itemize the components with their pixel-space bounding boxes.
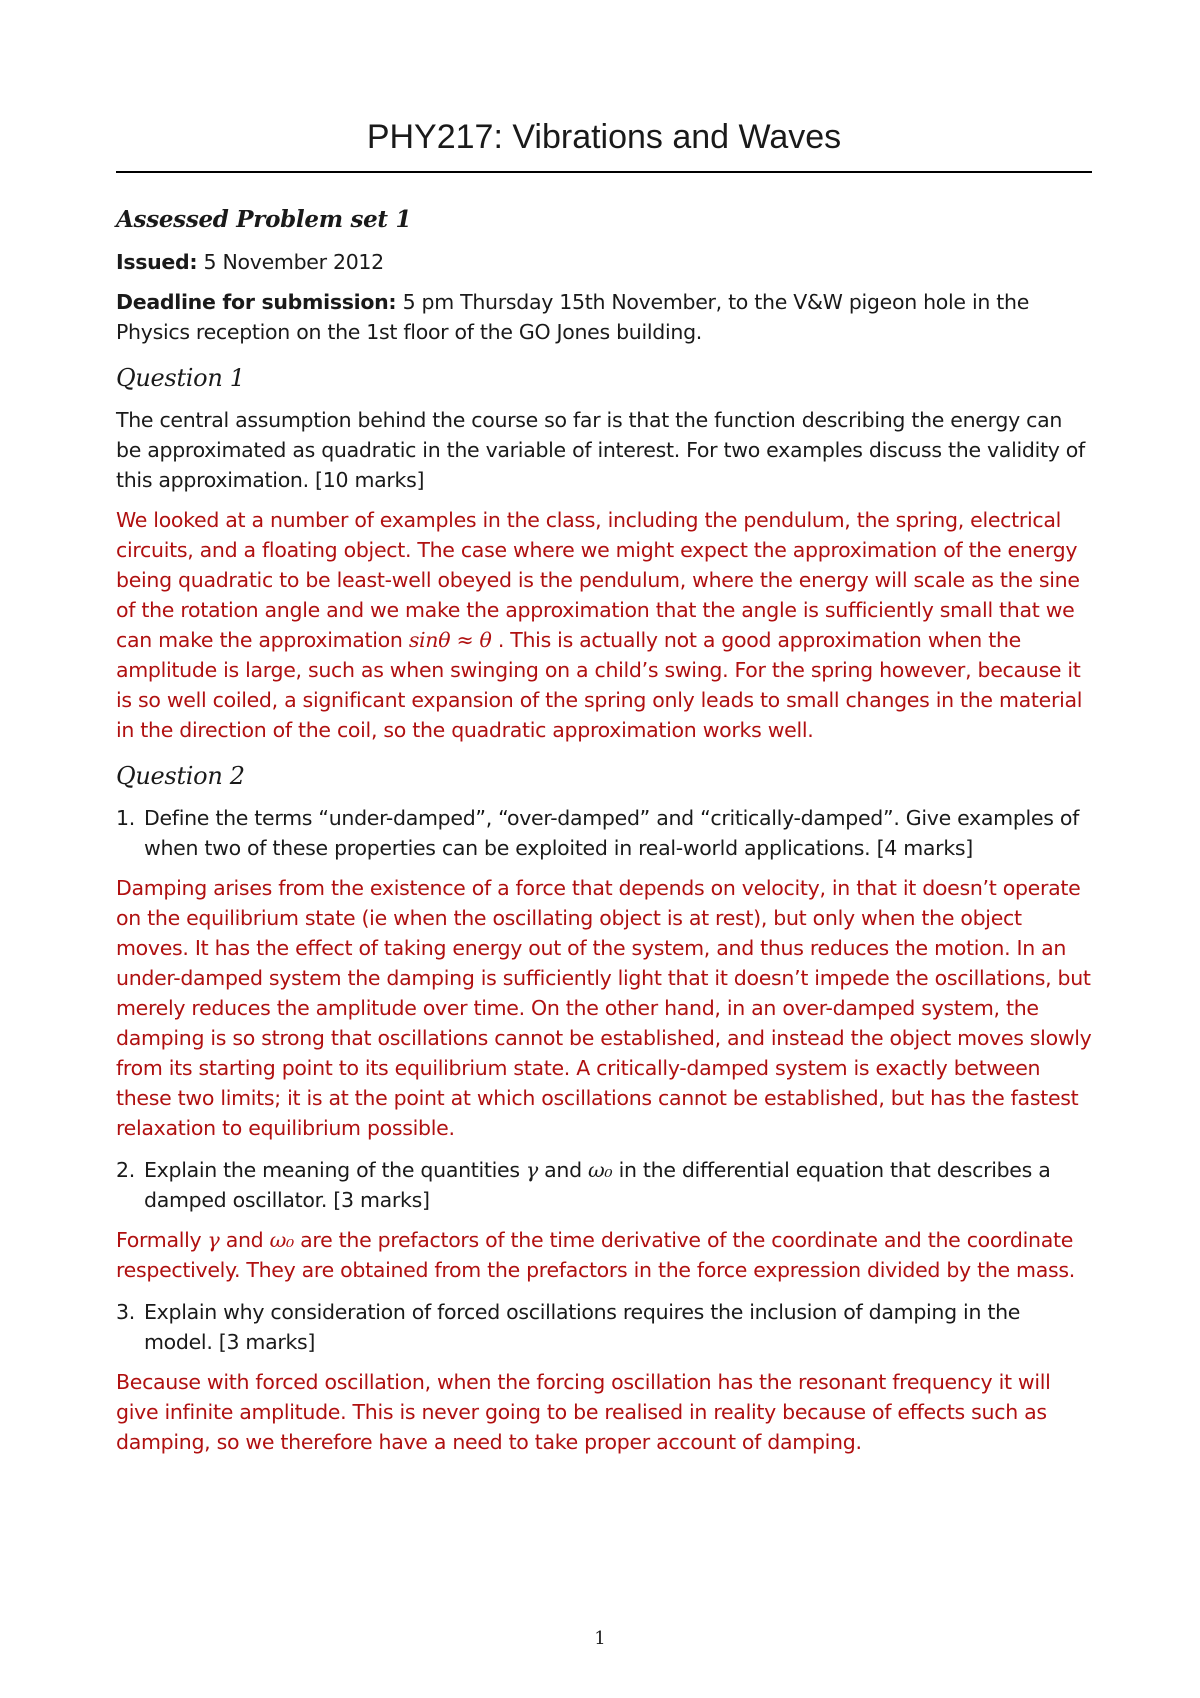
question-1-heading: Question 1 bbox=[116, 364, 245, 392]
part-1-text: Define the terms “under-damped”, “over-damped” and “critically-damped”. Give examples of when two of these properties can be exploited in real-world applications. [4 marks] bbox=[144, 806, 1079, 860]
page-number: 1 bbox=[594, 1628, 606, 1649]
deadline-value: 5 pm Thursday 15th November, to the V&W pigeon hole in the Physics reception on the 1st floor of the GO Jones building. bbox=[116, 290, 1030, 344]
part-2-answer-b: are the prefactors of the time derivative of the coordinate and the coordinate respectively. They are obtained from the prefactors in the force expression divided by the mass. bbox=[116, 1228, 1075, 1282]
omega0-symbol: ω₀ bbox=[588, 1158, 613, 1182]
part-1-answer: Damping arises from the existence of a force that depends on velocity, in that it doesn’t operate on the equilibrium state (ie when the oscillating object is at rest), but only when the object moves. It has the effect of taking energy out of the system, and thus reduces the motion. In an under-damped system the damping is sufficiently light that it doesn’t impede the oscillations, but merely reduces the amplitude over time. On the other hand, in an over-damped system, the damping is so strong that oscillations cannot be established, and instead the object moves slowly from its starting point to its equilibrium state. A critically-damped system is exactly between these two limits; it is at the point at which oscillations cannot be established, but has the fastest relaxation to equilibrium possible. bbox=[116, 876, 1092, 1140]
question-2-part-3 bbox=[116, 1297, 1092, 1357]
issued-value: 5 November 2012 bbox=[203, 250, 384, 274]
question-2-part-2 bbox=[116, 1155, 1092, 1215]
problem-set-title: Assessed Problem set 1 bbox=[116, 206, 412, 233]
part-2-text bbox=[144, 1155, 1092, 1215]
document-title: PHY217: Vibrations and Waves bbox=[366, 118, 842, 156]
gamma-symbol: γ bbox=[525, 1158, 538, 1182]
and-word: and bbox=[544, 1158, 582, 1182]
issued-line bbox=[116, 247, 1092, 277]
part-1-number: 1. bbox=[116, 806, 135, 830]
answer-1-math: sinθ ≈ θ bbox=[408, 628, 492, 652]
question-1-answer bbox=[116, 505, 1092, 745]
answer-and-word: and bbox=[225, 1228, 264, 1252]
answer-gamma-symbol: γ bbox=[207, 1228, 220, 1252]
part-3-answer: Because with forced oscillation, when the forcing oscillation has the resonant frequency it will give infinite amplitude. This is never going to be realised in reality because of effects such as damping, so we therefore have a need to take proper account of damping. bbox=[116, 1370, 1051, 1454]
document-body bbox=[116, 205, 1092, 1469]
part-3-text: Explain why consideration of forced oscillations requires the inclusion of damping in the model. [3 marks] bbox=[144, 1300, 1021, 1354]
question-2-heading: Question 2 bbox=[116, 762, 245, 790]
question-1-text: The central assumption behind the course so far is that the function describing the energy can be approximated as quadratic in the variable of interest. For two examples discuss the validity of this approximation. [10 marks] bbox=[116, 408, 1085, 492]
part-3-number: 3. bbox=[116, 1300, 135, 1324]
answer-1-part-a: We looked at a number of examples in the class, including the pendulum, the spring, electrical circuits, and a floating object. The case where we might expect the approximation of the energy being quadratic to be least-well obeyed is the pendulum, where the energy will scale as the sine of the rotation angle and we make the approximation that the angle is sufficiently small that we can make the approximation bbox=[116, 508, 1080, 652]
question-2-part-1 bbox=[116, 803, 1092, 863]
part-2-text-b: in the differential equation that describes a damped oscillator. [3 marks] bbox=[144, 1158, 1051, 1212]
deadline-line bbox=[116, 287, 1092, 347]
answer-omega0-symbol: ω₀ bbox=[269, 1228, 294, 1252]
part-2-text-a: Explain the meaning of the quantities bbox=[144, 1158, 520, 1182]
issued-label: Issued: bbox=[116, 250, 198, 274]
deadline-label: Deadline for submission: bbox=[116, 290, 397, 314]
part-2-answer-a: Formally bbox=[116, 1228, 202, 1252]
title-rule bbox=[116, 171, 1092, 173]
answer-1-part-b: . This is actually not a good approximation when the amplitude is large, such as when swinging on a child’s swing. For the spring however, because it is so well coiled, a significant expansion of the spring only leads to small changes in the material in the direction of the coil, so the quadratic approximation works well. bbox=[116, 628, 1083, 742]
part-2-number: 2. bbox=[116, 1158, 135, 1182]
part-2-answer bbox=[116, 1225, 1092, 1285]
